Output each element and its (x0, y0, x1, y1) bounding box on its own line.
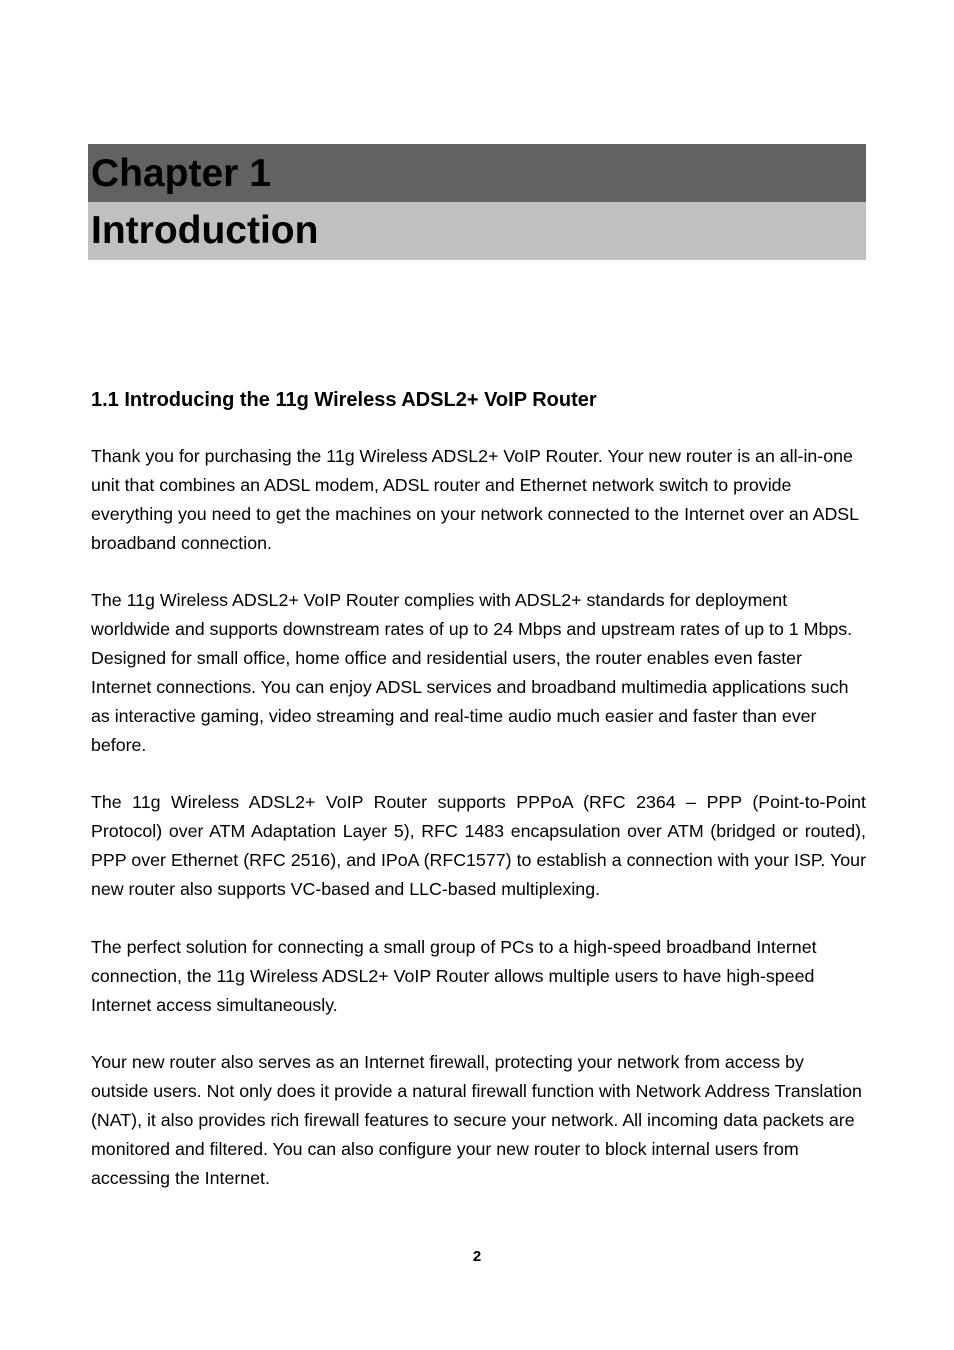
paragraph-intro: Thank you for purchasing the 11g Wireless ADSL2+ VoIP Router. Your new router is an all-in-one unit that combines an ADSL modem, ADSL router and Ethernet network switch to provide everything you need to get the machines on your network connected to the Internet over an ADSL broadband connection. (91, 446, 859, 553)
page-number: 2 (472, 1248, 482, 1265)
paragraph-solution: The perfect solution for connecting a small group of PCs to a high-speed broadband Internet connection, the 11g Wireless ADSL2+ VoIP Router allows multiple users to have high-speed Internet access simultaneously. (91, 937, 817, 1015)
chapter-label: Chapter 1 (88, 144, 866, 202)
chapter-title: Introduction (88, 202, 866, 260)
paragraph-firewall: Your new router also serves as an Internet firewall, protecting your network from access by outside users. Not only does it provide a natural firewall function with Network Address Translation (NAT), it also provides rich firewall features to secure your network. All incoming data packets are monitored and filtered. You can also configure your new router to block internal users from accessing the Internet. (91, 1052, 862, 1188)
paragraph-standards: The 11g Wireless ADSL2+ VoIP Router complies with ADSL2+ standards for deployment worldwide and supports downstream rates of up to 24 Mbps and upstream rates of up to 1 Mbps. Designed for small office, home office and residential users, the router enables even faster Internet connections. You can enjoy ADSL services and broadband multimedia applications such as interactive gaming, video streaming and real-time audio much easier and faster than ever before. (91, 590, 853, 755)
section-heading: 1.1 Introducing the 11g Wireless ADSL2+ VoIP Router (91, 389, 597, 411)
chapter-header (88, 144, 866, 260)
paragraph-protocols: The 11g Wireless ADSL2+ VoIP Router supports PPPoA (RFC 2364 – PPP (Point-to-Point Protocol) over ATM Adaptation Layer 5), RFC 1483 encapsulation over ATM (bridged or routed), PPP over Ethernet (RFC 2516), and IPoA (RFC1577) to establish a connection with your ISP. Your new router also supports VC-based and LLC-based multiplexing. (91, 792, 866, 899)
